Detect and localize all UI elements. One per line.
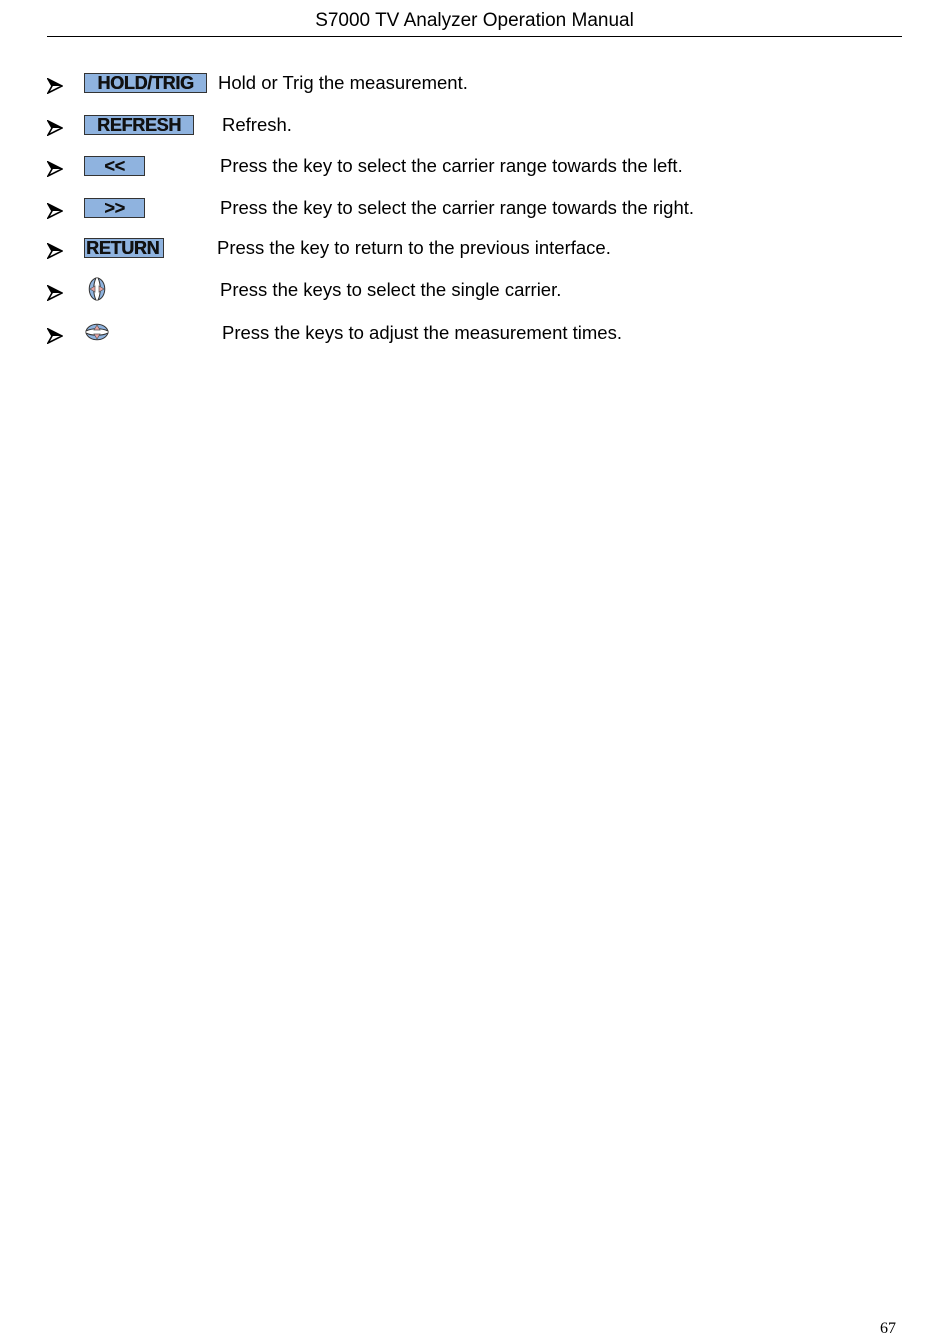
item-description: Press the keys to adjust the measurement times. (222, 322, 622, 343)
list-item (0, 198, 950, 228)
hold-trig-key: HOLD/TRIG (84, 73, 207, 93)
arrow-bullet-icon (47, 328, 63, 344)
page-header (47, 10, 902, 37)
arrow-bullet-icon (47, 120, 63, 136)
item-description: Hold or Trig the measurement. (218, 72, 468, 93)
page-number: 67 (880, 1320, 896, 1337)
left-right-arrow-keys-icon (84, 276, 110, 302)
list-item (0, 115, 950, 145)
arrow-bullet-icon (47, 203, 63, 219)
up-down-arrow-keys-icon (84, 319, 110, 345)
list-item (0, 280, 950, 310)
refresh-key: REFRESH (84, 115, 194, 135)
item-description: Press the keys to select the single carrier. (220, 279, 562, 300)
list-item (0, 156, 950, 186)
arrow-bullet-icon (47, 243, 63, 259)
item-description: Press the key to return to the previous interface. (217, 237, 611, 258)
scroll-right-key: >> (84, 198, 145, 218)
arrow-bullet-icon (47, 161, 63, 177)
item-description: Refresh. (222, 114, 292, 135)
header-title: S7000 TV Analyzer Operation Manual (315, 10, 634, 31)
list-item (0, 238, 950, 268)
list-item (0, 323, 950, 353)
arrow-bullet-icon (47, 285, 63, 301)
return-key: RETURN (84, 238, 164, 258)
item-description: Press the key to select the carrier range towards the left. (220, 155, 683, 176)
arrow-bullet-icon (47, 78, 63, 94)
scroll-left-key: << (84, 156, 145, 176)
item-description: Press the key to select the carrier range towards the right. (220, 197, 695, 218)
list-item (0, 73, 950, 103)
